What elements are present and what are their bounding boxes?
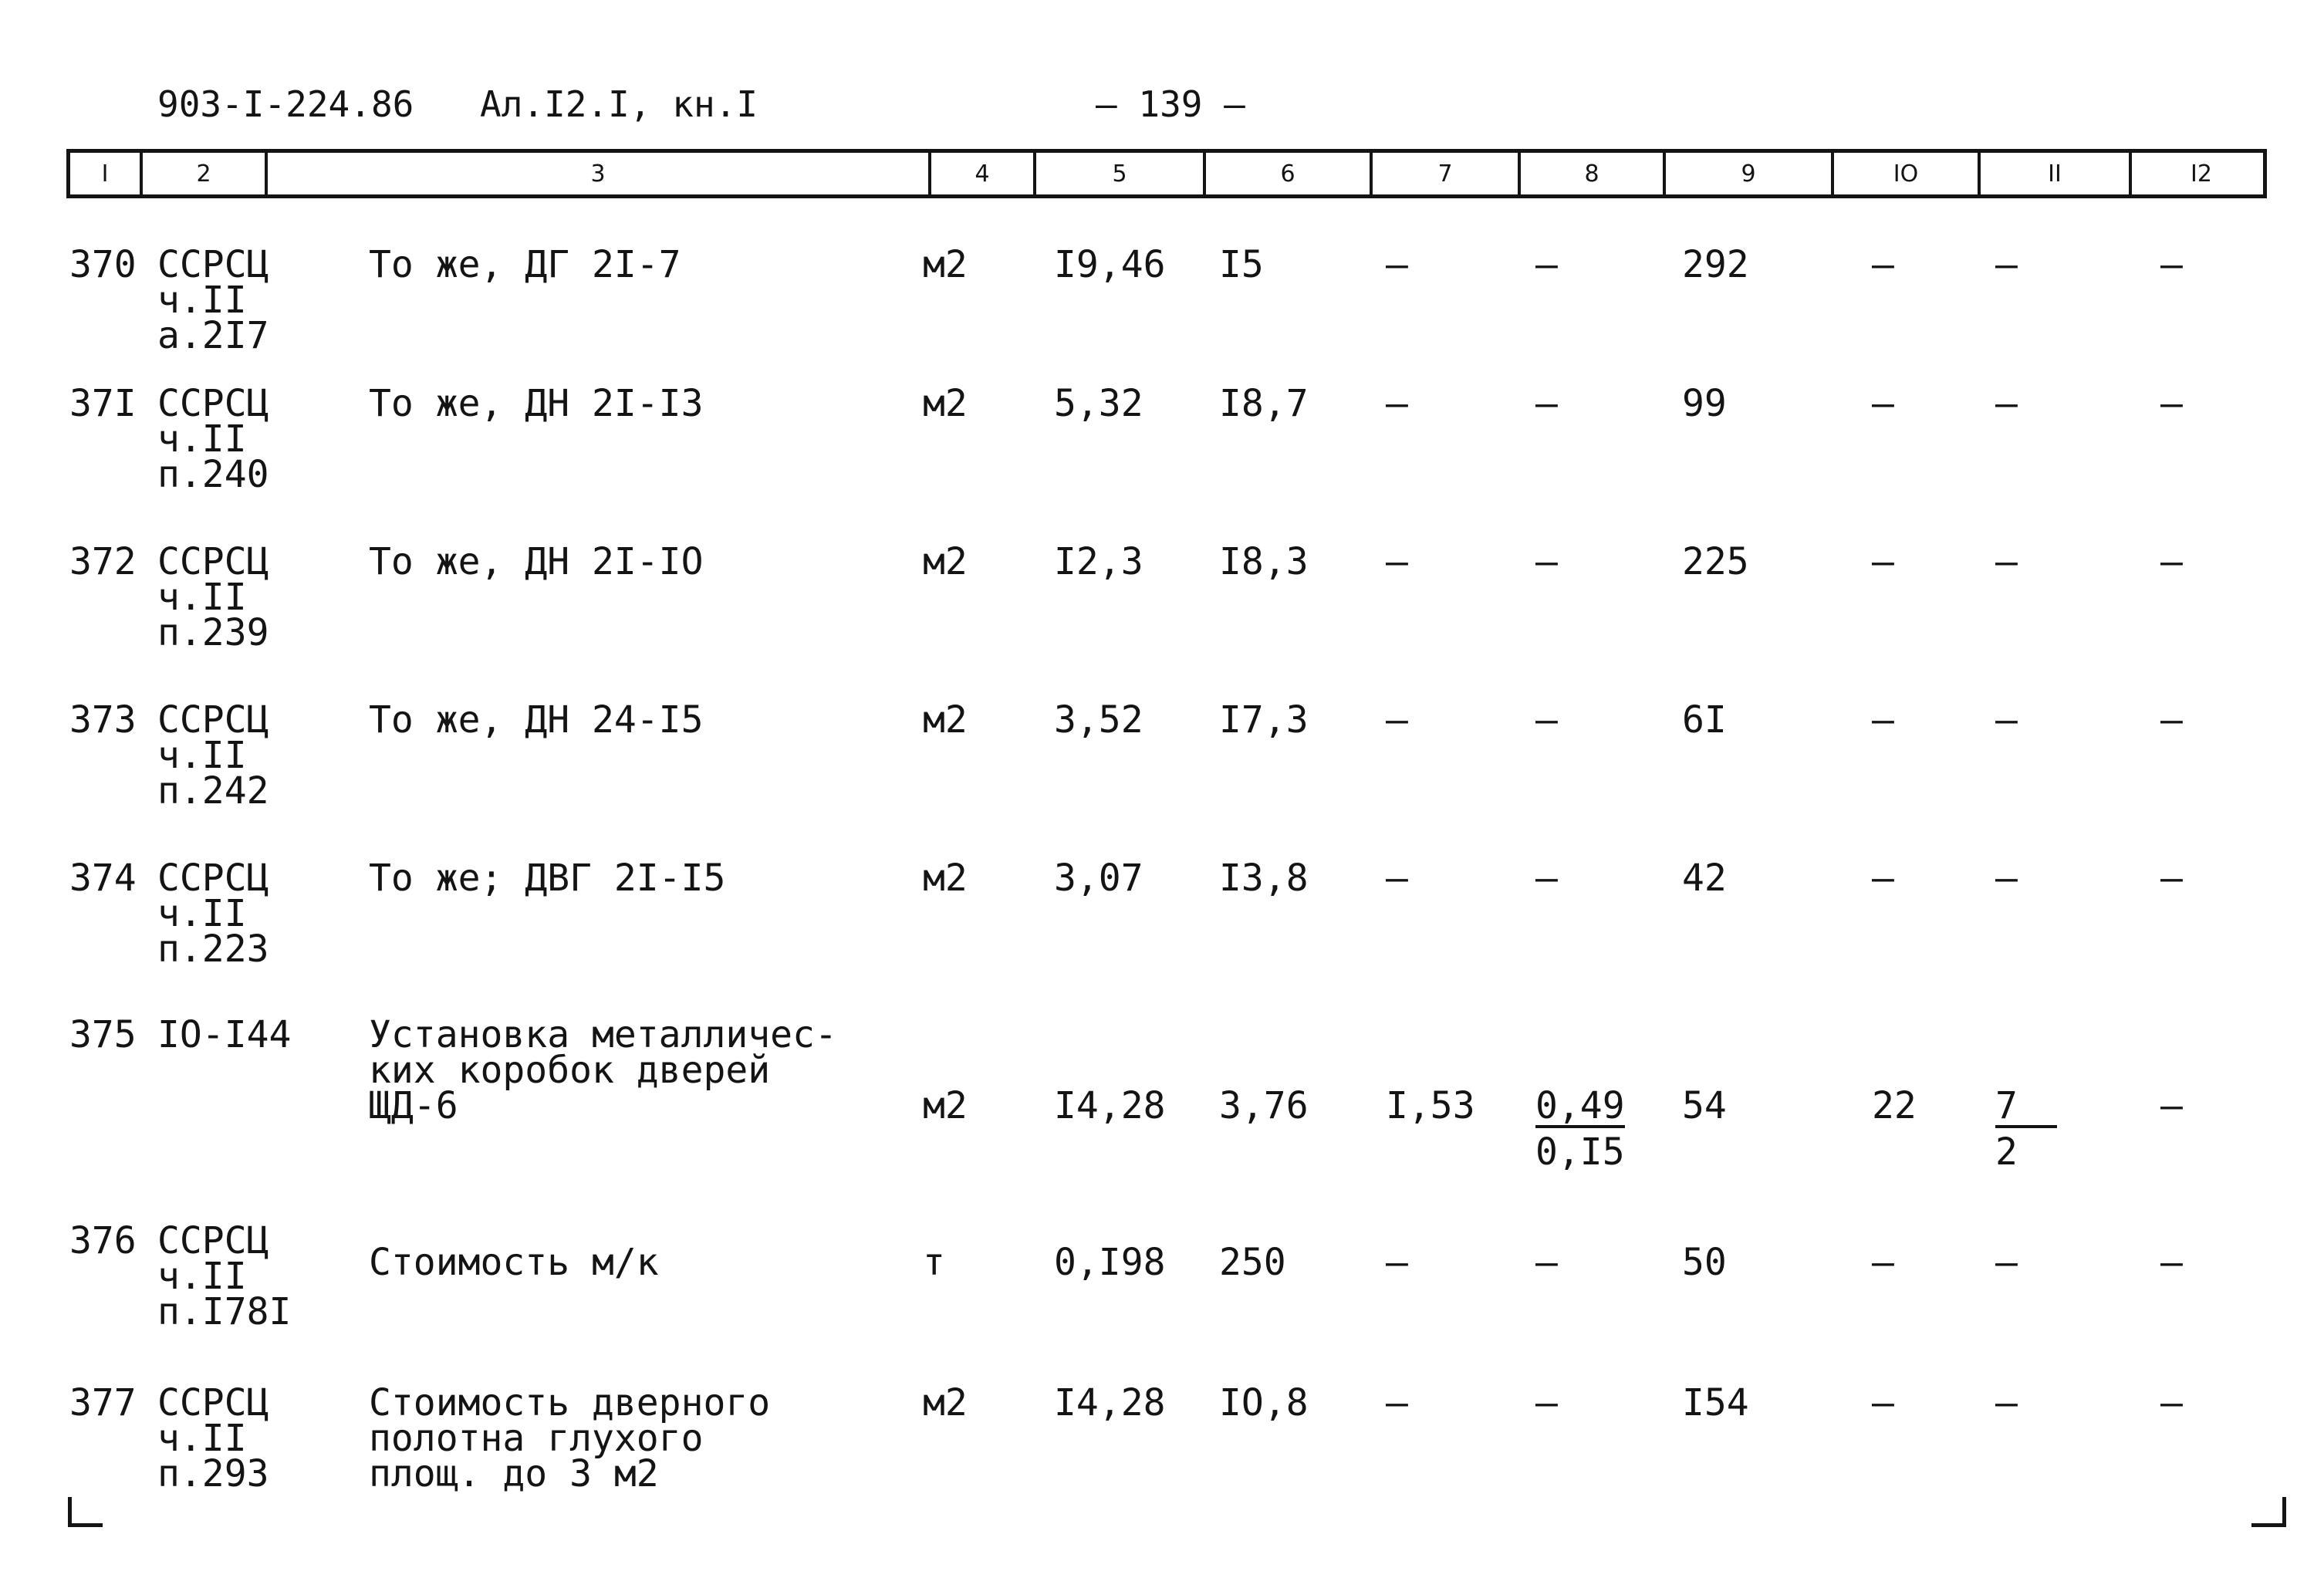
column-number: 7 [1370,153,1518,194]
description-line: Установка металличес- [369,1013,837,1056]
work-description [369,698,704,742]
unit-cost: I7,3 [1219,698,1309,742]
rate-reference-line: ССРСЦ [157,540,269,583]
col11-value: – [1995,540,2018,583]
rate-reference-line: ССРСЦ [157,243,269,286]
col7-value: – [1386,857,1408,900]
col11-value: – [1995,382,2018,425]
description-line: полотна глухого [369,1417,704,1460]
col10-value: – [1872,1241,1894,1284]
col8-value: – [1535,540,1558,583]
col11-fraction [1995,1084,2057,1174]
col8-value: – [1535,382,1558,425]
column-number: 8 [1518,153,1663,194]
rate-reference [157,698,269,813]
quantity: I4,28 [1054,1084,1166,1127]
fraction-numerator: 0,49 [1535,1084,1625,1127]
unit: м2 [923,540,968,583]
total-cost: 99 [1682,382,1727,425]
col11-value: – [1995,698,2018,742]
work-description [369,243,681,286]
unit-cost: I5 [1219,243,1264,286]
unit: м2 [923,1381,968,1424]
rate-reference [157,1013,292,1056]
fraction-denominator: 0,I5 [1535,1130,1625,1174]
col10-value: – [1872,243,1894,286]
row-number: 376 [69,1219,137,1262]
col12-value: – [2160,857,2183,900]
rate-reference [157,857,269,971]
description-line: То же; ДВГ 2I-I5 [369,857,726,900]
col12-value: – [2160,698,2183,742]
quantity: 5,32 [1054,382,1143,425]
total-cost: 54 [1682,1084,1727,1127]
unit: м2 [923,698,968,742]
rate-reference [157,1219,292,1333]
unit: м2 [923,857,968,900]
column-number: IO [1831,153,1978,194]
column-number: II [1978,153,2129,194]
rate-reference-line: ССРСЦ [157,857,269,900]
album-reference: Ал.I2.I, кн.I [480,83,758,125]
col8-fraction [1535,1084,1625,1174]
col10-value: – [1872,857,1894,900]
total-cost: 292 [1682,243,1749,286]
work-description [369,857,726,900]
row-number: 373 [69,698,137,742]
unit-cost: I8,3 [1219,540,1309,583]
column-number: I2 [2129,153,2271,194]
col11-value: – [1995,1381,2018,1424]
total-cost: 42 [1682,857,1727,900]
unit-cost: I8,7 [1219,382,1309,425]
rate-reference-line: п.I78I [157,1290,292,1333]
work-description [369,1381,771,1495]
col10-value: – [1872,540,1894,583]
rate-reference-line: ч.II [157,1417,247,1460]
column-number: 9 [1663,153,1831,194]
col10-value: – [1872,698,1894,742]
col12-value: – [2160,540,2183,583]
rate-reference-line: ССРСЦ [157,382,269,425]
col7-value: – [1386,698,1408,742]
column-number: 4 [928,153,1033,194]
description-line: ЩД-6 [369,1084,458,1127]
unit-cost: IO,8 [1219,1381,1309,1424]
rate-reference-line: ССРСЦ [157,1219,269,1262]
column-number-strip [66,149,2267,198]
row-number: 372 [69,540,137,583]
rate-reference-line: ССРСЦ [157,698,269,742]
col7-value: – [1386,1241,1408,1284]
col12-value: – [2160,1084,2183,1127]
rate-reference-line: ч.II [157,576,247,619]
fraction-numerator: 7 [1995,1088,2057,1128]
fraction [1535,1084,1625,1174]
corner-mark-bottom-left [68,1497,103,1527]
row-number: 375 [69,1013,137,1056]
description-line: ких коробок дверей [369,1049,771,1092]
quantity: I9,46 [1054,243,1166,286]
fraction [1995,1084,2057,1174]
work-description [369,382,704,425]
col12-value: – [2160,1241,2183,1284]
total-cost: 50 [1682,1241,1727,1284]
col7-value: – [1386,540,1408,583]
col10-value: – [1872,382,1894,425]
fraction-denominator: 2 [1995,1130,2018,1174]
column-number: 5 [1033,153,1203,194]
description-line: площ. до 3 м2 [369,1452,659,1495]
row-number: 377 [69,1381,137,1424]
rate-reference-line: ч.II [157,734,247,777]
rate-reference-line: п.293 [157,1452,269,1495]
rate-reference-line: ч.II [157,279,247,322]
row-number: 37I [69,382,137,425]
unit: м2 [923,243,968,286]
total-cost: I54 [1682,1381,1749,1424]
page-number: — 139 — [1096,83,1245,125]
col8-value: – [1535,243,1558,286]
col8-value: – [1535,1241,1558,1284]
rate-reference-line: ч.II [157,892,247,935]
rate-reference [157,1381,269,1495]
unit-cost: 250 [1219,1241,1286,1284]
rate-reference [157,382,269,496]
column-number: I [101,160,109,188]
col11-value: – [1995,857,2018,900]
corner-mark-bottom-right [2251,1497,2286,1527]
quantity: 3,07 [1054,857,1143,900]
rate-reference-line: ССРСЦ [157,1381,269,1424]
col8-value: – [1535,698,1558,742]
rate-reference-line: п.242 [157,769,269,813]
column-number: 6 [1203,153,1370,194]
col10-value: 22 [1872,1084,1917,1127]
rate-reference-line: а.2I7 [157,314,269,357]
document-code: 903-I-224.86 [157,83,414,125]
row-number: 370 [69,243,137,286]
rate-reference-line: IO-I44 [157,1013,292,1056]
total-cost: 6I [1682,698,1727,742]
column-number: 2 [140,153,265,194]
rate-reference-line: п.223 [157,928,269,971]
col7-value: I,53 [1386,1084,1475,1127]
col12-value: – [2160,382,2183,425]
col12-value: – [2160,1381,2183,1424]
col10-value: – [1872,1381,1894,1424]
column-number: 3 [265,153,928,194]
col7-value: – [1386,243,1408,286]
work-description [369,1241,659,1284]
description-line: То же, ДН 24-I5 [369,698,704,742]
description-line: То же, ДГ 2I-7 [369,243,681,286]
quantity: 3,52 [1054,698,1143,742]
work-description [369,540,704,583]
total-cost: 225 [1682,540,1749,583]
quantity: 0,I98 [1054,1241,1166,1284]
row-number: 374 [69,857,137,900]
col7-value: – [1386,1381,1408,1424]
unit: м2 [923,1084,968,1127]
description-line: То же, ДН 2I-IO [369,540,704,583]
work-description [369,1013,837,1127]
col11-value: – [1995,243,2018,286]
unit-cost: I3,8 [1219,857,1309,900]
rate-reference-line: п.239 [157,611,269,654]
quantity: I2,3 [1054,540,1143,583]
quantity: I4,28 [1054,1381,1166,1424]
unit-cost: 3,76 [1219,1084,1309,1127]
col8-value: – [1535,857,1558,900]
rate-reference [157,540,269,654]
rate-reference [157,243,269,357]
col8-value: – [1535,1381,1558,1424]
description-line: То же, ДН 2I-I3 [369,382,704,425]
col11-value: – [1995,1241,2018,1284]
rate-reference-line: п.240 [157,453,269,496]
col12-value: – [2160,243,2183,286]
unit: м2 [923,382,968,425]
description-line: Стоимость м/к [369,1241,659,1284]
description-line: Стоимость дверного [369,1381,771,1424]
unit: т [923,1241,945,1284]
col7-value: – [1386,382,1408,425]
rate-reference-line: ч.II [157,1255,247,1298]
rate-reference-line: ч.II [157,417,247,461]
